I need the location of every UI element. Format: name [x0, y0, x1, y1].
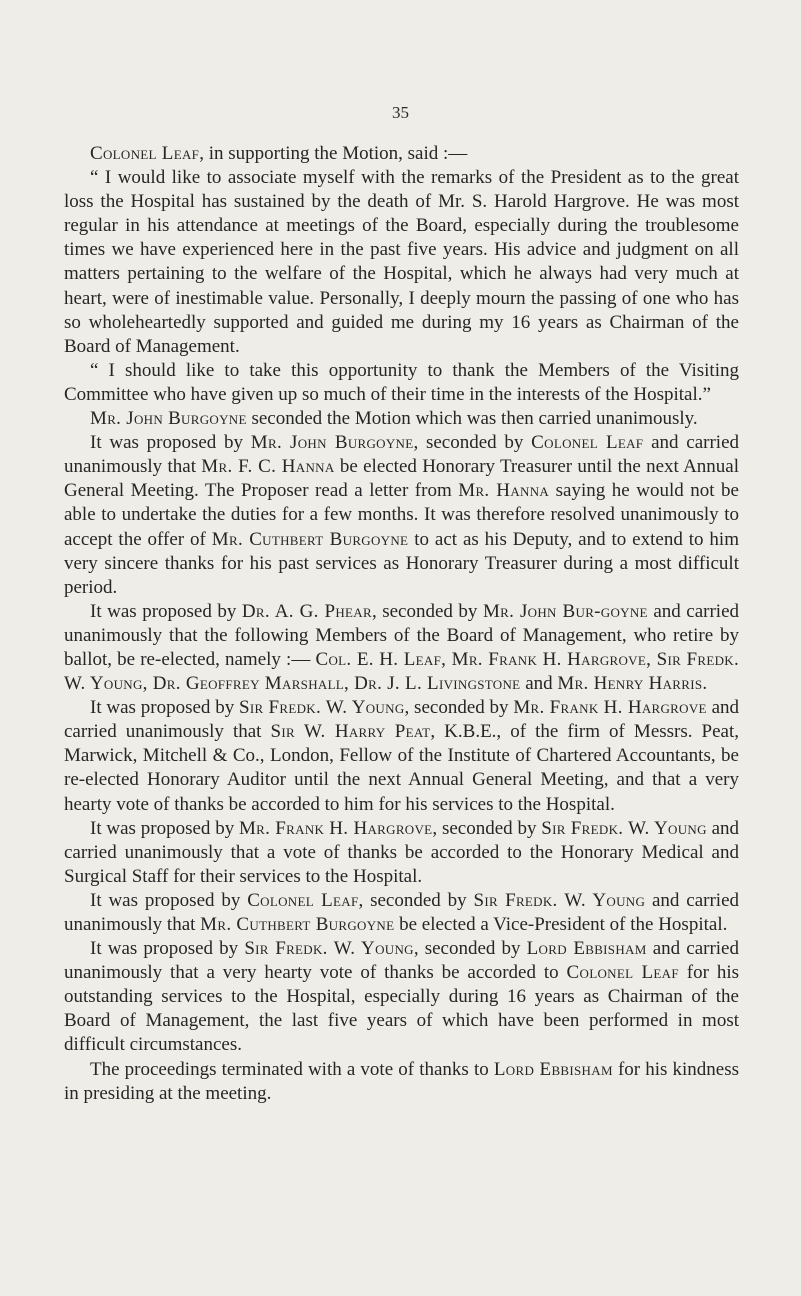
name-smallcaps: Colonel Leaf — [247, 889, 359, 911]
text-run: and carried unanimously that — [64, 889, 739, 935]
paragraph-vice-president-election — [64, 889, 739, 937]
text-run: and carried unanimously that — [64, 697, 740, 743]
text-run: It was proposed by — [90, 889, 248, 911]
text-run: and carried unanimously that the following Members of the Board of Management, who retire by ballot, be re-elected, namely :— — [64, 600, 740, 670]
paragraph-motion-seconded — [64, 407, 739, 431]
name-smallcaps: Sir Fredk. W. Young — [238, 697, 405, 719]
name-smallcaps: Mr. Cuthbert Burgoyne — [200, 914, 395, 935]
text-run: for his kindness in presiding at the meeting. — [64, 1058, 740, 1104]
text-run: It was proposed by — [90, 697, 239, 719]
text-run: “ I should like to take this opportunity to thank the Members of the Visiting Committee who have given up so much of their time in the interests of the Hospital.” — [64, 359, 739, 405]
name-smallcaps: Mr. John Burgoyne — [250, 432, 414, 454]
text-run: and — [520, 673, 558, 695]
name-smallcaps: Colonel Leaf — [531, 432, 644, 454]
paragraph-quote-thanks — [64, 359, 739, 407]
text-run: , seconded by — [432, 817, 542, 839]
paragraph-treasurer-election — [64, 431, 739, 600]
name-smallcaps: Mr. John Burgoyne — [90, 408, 247, 430]
paragraph-quote-tribute — [64, 166, 739, 359]
text-run: to act as his Deputy, and to extend to him very sincere thanks for his past services as Honorary Treasurer during a most difficult period. — [64, 528, 739, 598]
name-smallcaps: Dr. A. G. Phear — [241, 600, 372, 622]
name-smallcaps: Lord Ebbisham — [493, 1058, 613, 1080]
text-run: be elected a Vice-President of the Hospital. — [394, 914, 728, 935]
text-run: “ I would like to associate myself with the remarks of the President as to the great loss the Hospital has sustained by the death of Mr. S. Harold Hargrove. He was most regular in his attendance at meetings of the Board, especially during the troublesome times we have experienced here in the past five years. His advice and judgment on all matters pertaining to the welfare of the Hospital, which he always had very much at heart, were of inestimable value. Personally, I deeply mourn the passing of one who has so wholeheartedly supported and guided me during my 16 years as Chairman of the Board of Management. — [64, 167, 739, 357]
name-smallcaps: Sir W. Harry Peat — [270, 721, 431, 743]
name-smallcaps: Mr. Hanna — [458, 480, 550, 502]
text-run: be elected Honorary Treasurer until the next Annual General Meeting. The Proposer read a letter from — [64, 456, 740, 502]
text-run: . — [702, 673, 708, 695]
text-run: , seconded by — [358, 889, 474, 911]
text-run: It was proposed by — [90, 432, 251, 454]
name-smallcaps: Sir Fredk. W. Young — [473, 889, 646, 911]
paragraph-chairman-thanks — [64, 937, 739, 1057]
text-run: , seconded by — [404, 697, 514, 719]
name-smallcaps: Lord Ebbisham — [526, 938, 647, 960]
name-smallcaps: Sir Fredk. W. Young — [244, 938, 414, 960]
name-smallcaps: Mr. Cuthbert Burgoyne — [211, 528, 409, 550]
text-run: It was proposed by — [90, 938, 245, 960]
text-run: for his outstanding services to the Hospital, especially during 16 years as Chairman of the Board of Management, the last five years of which have been performed in most difficult circumstances. — [64, 962, 739, 1056]
text-run: It was proposed by — [90, 817, 239, 839]
name-smallcaps: Mr. Frank H. Hargrove — [238, 817, 433, 839]
paragraph-board-reelection — [64, 600, 739, 696]
text-run: seconded the Motion which was then carried unanimously. — [246, 408, 698, 430]
paragraph-medical-staff-thanks — [64, 817, 739, 889]
name-smallcaps: Col. E. H. Leaf, Mr. Frank H. Hargrove, Sir Fredk. W. Young, Dr. Geoffrey Marshall, Dr. J. L. Livingstone — [64, 648, 739, 695]
text-run: , seconded by — [371, 600, 483, 622]
text-run: and carried unanimously that a very hearty vote of thanks be accorded to — [64, 938, 739, 984]
name-smallcaps: Mr. Frank H. Hargrove — [513, 697, 707, 719]
paragraph-auditor-reelection — [64, 696, 739, 816]
name-smallcaps: Mr. F. C. Hanna — [201, 456, 335, 478]
body-text — [64, 142, 739, 1106]
name-smallcaps: Sir Fredk. W. Young — [541, 817, 707, 839]
text-run: and carried unanimously that a vote of thanks be accorded to the Honorary Medical and Surgical Staff for their services to the Hospital. — [64, 817, 740, 887]
page-number: 35 — [392, 103, 409, 122]
text-run: and carried unanimously that — [64, 432, 739, 478]
text-run: , K.B.E., of the firm of Messrs. Peat, Marwick, Mitchell & Co., London, Fellow of the Institute of Chartered Accountants, be re-elected Honorary Auditor until the next Annual General Meeting, and that a very hearty vote of thanks be accorded to him for his services to the Hospital. — [64, 721, 740, 815]
name-smallcaps: Mr. Henry Harris — [557, 673, 703, 695]
text-run: It was proposed by — [90, 600, 242, 622]
paragraph-closing — [64, 1058, 739, 1106]
paragraph-colonel-leaf-intro — [64, 142, 739, 166]
name-smallcaps: Colonel Leaf — [90, 143, 200, 164]
text-run: , seconded by — [413, 432, 532, 454]
text-run: saying he would not be able to undertake the duties for a few months. It was therefore resolved unanimously to accept the offer of — [64, 480, 739, 550]
text-run: , seconded by — [413, 938, 527, 960]
text-run: , in supporting the Motion, said :— — [199, 143, 468, 164]
name-smallcaps: Mr. John Bur-goyne — [482, 600, 648, 622]
name-smallcaps: Colonel Leaf — [566, 962, 679, 984]
text-run: The proceedings terminated with a vote of thanks to — [90, 1058, 494, 1080]
